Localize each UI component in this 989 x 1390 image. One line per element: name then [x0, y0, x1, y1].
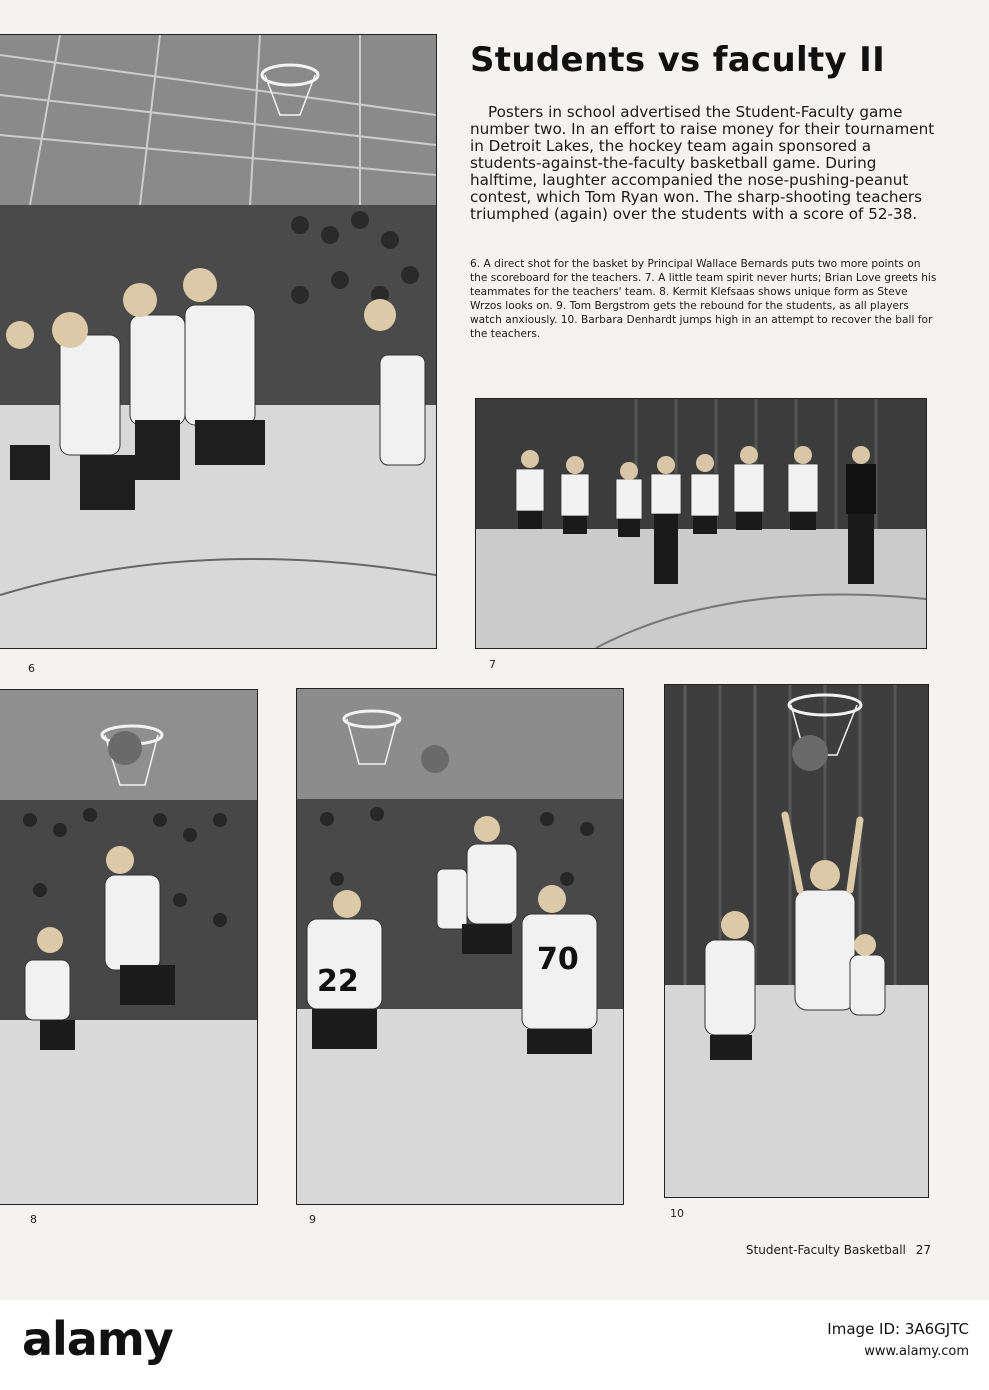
- article-body: Posters in school advertised the Student-Faculty game number two. In an effort to raise money for their tournament in Detroit Lakes, the hockey team again sponsored a students-against-the-faculty basketball game. During halftime, laughter accompanied the nose-pushing-peanut contest, which Tom Ryan won. The sharp-shooting teachers triumphed (again) over the students with a score of 52-38.: [470, 103, 935, 223]
- photo-8-number: 8: [30, 1213, 37, 1226]
- photo-7: [475, 398, 927, 649]
- watermark-banner: [0, 1300, 989, 1390]
- jersey-number-22: 22: [317, 964, 359, 999]
- jersey-number-70: 70: [537, 942, 579, 977]
- photo-10-image: [665, 685, 928, 1197]
- photo-9-image: [297, 689, 623, 1204]
- photo-8: [0, 689, 258, 1205]
- watermark-image-id: Image ID: 3A6GJTC: [827, 1320, 969, 1338]
- footer-section: Student-Faculty Basketball: [745, 1243, 906, 1257]
- watermark-url: www.alamy.com: [864, 1344, 969, 1359]
- photo-7-number: 7: [489, 658, 496, 671]
- page-title: Students vs faculty II: [470, 40, 886, 80]
- photo-8-image: [0, 690, 257, 1204]
- photo-6-image: [0, 35, 436, 648]
- photo-9-number: 9: [309, 1213, 316, 1226]
- footer-page-number: 27: [915, 1243, 931, 1257]
- watermark-logo: alamy: [22, 1312, 173, 1366]
- photo-10: [664, 684, 929, 1198]
- photo-captions: 6. A direct shot for the basket by Principal Wallace Bernards puts two more points on the scoreboard for the teachers. 7. A little team spirit never hurts; Brian Love greets his teammates for the teachers' team. 8. Kermit Klefsaas shows unique form as Steve Wrzos looks on. 9. Tom Bergstrom gets the rebound for the students, as all players watch anxiously. 10. Barbara Denhardt jumps high in an attempt to recover the ball for the teachers.: [470, 258, 937, 340]
- photo-10-number: 10: [670, 1207, 684, 1220]
- page-footer: [740, 1243, 931, 1257]
- photo-9: [296, 688, 624, 1205]
- photo-7-image: [476, 399, 926, 648]
- photo-6-number: 6: [28, 662, 35, 675]
- photo-6: [0, 34, 437, 649]
